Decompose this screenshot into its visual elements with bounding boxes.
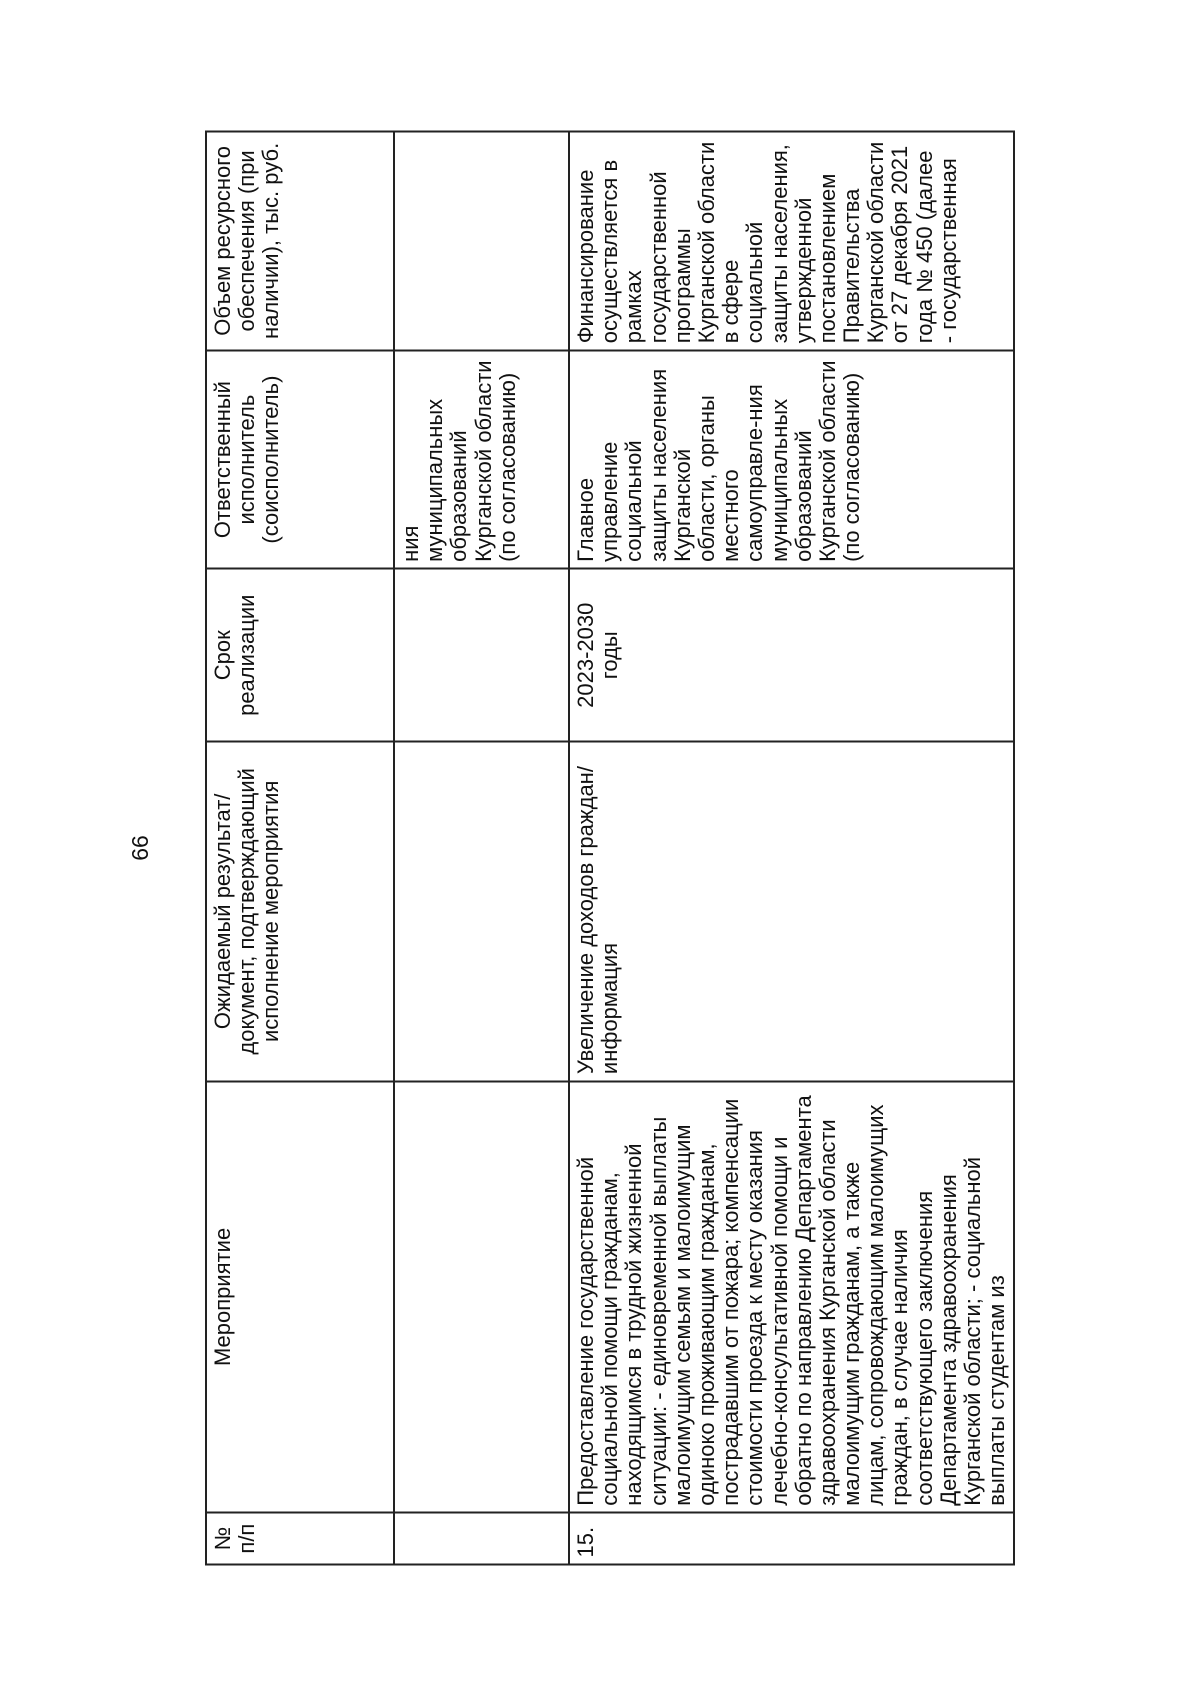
table-row [394, 132, 569, 1565]
header-term: Срок реализации [206, 569, 394, 742]
cell-number: 15. [569, 1513, 1014, 1565]
cell-executor: ния муниципальных образований Курганской области (по согласованию) [394, 350, 569, 569]
cell-activity: Предоставление государственной социальной помощи гражданам, находящимся в трудной жизненной ситуации: - единовременной выплаты малоимущим семьям и малоимущим одиноко проживающим гражданам, пострадавшим от пожара; компенсации стоимости проезда к месту оказания лечебно-консультативной помощи и обратно по направлению Департамента здравоохранения Курганской области малоимущим гражданам, а также лицам, сопровождающим малоимущих граждан, в случае наличия соответствующего заключения Департамента здравоохранения Курганской области; - социальной выплаты студентам из [569, 1081, 1014, 1513]
cell-term [394, 569, 569, 742]
header-result: Ожидаемый результат/документ, подтверждающий исполнение мероприятия [206, 742, 394, 1082]
cell-term: 2023-2030 годы [569, 569, 1014, 742]
cell-funding [394, 132, 569, 351]
cell-activity [394, 1081, 569, 1513]
header-executor: Ответственный исполнитель (соисполнитель) [206, 350, 394, 569]
table-row [569, 132, 1014, 1565]
header-funding: Объем ресурсного обеспечения (при наличии), тыс. руб. [206, 132, 394, 351]
activities-table [205, 131, 1015, 1566]
header-activity: Мероприятие [206, 1081, 394, 1513]
cell-number [394, 1513, 569, 1565]
table-header-row [206, 132, 394, 1565]
cell-result: Увеличение доходов граждан/информация [569, 742, 1014, 1082]
cell-funding: Финансирование осуществляется в рамках государственной программы Курганской области в сфере социальной защиты населения, утвержденной постановлением Правительства Курганской области от 27 декабря 2021 года № 450 (далее - государственная [569, 132, 1014, 351]
rotated-page [110, 121, 1090, 1576]
header-number: № п/п [206, 1513, 394, 1565]
cell-executor: Главное управление социальной защиты населения Курганской области, органы местного самоуправле-ния муниципальных образований Курганской области (по согласованию) [569, 350, 1014, 569]
page-number: 66 [126, 835, 153, 861]
cell-result [394, 742, 569, 1082]
